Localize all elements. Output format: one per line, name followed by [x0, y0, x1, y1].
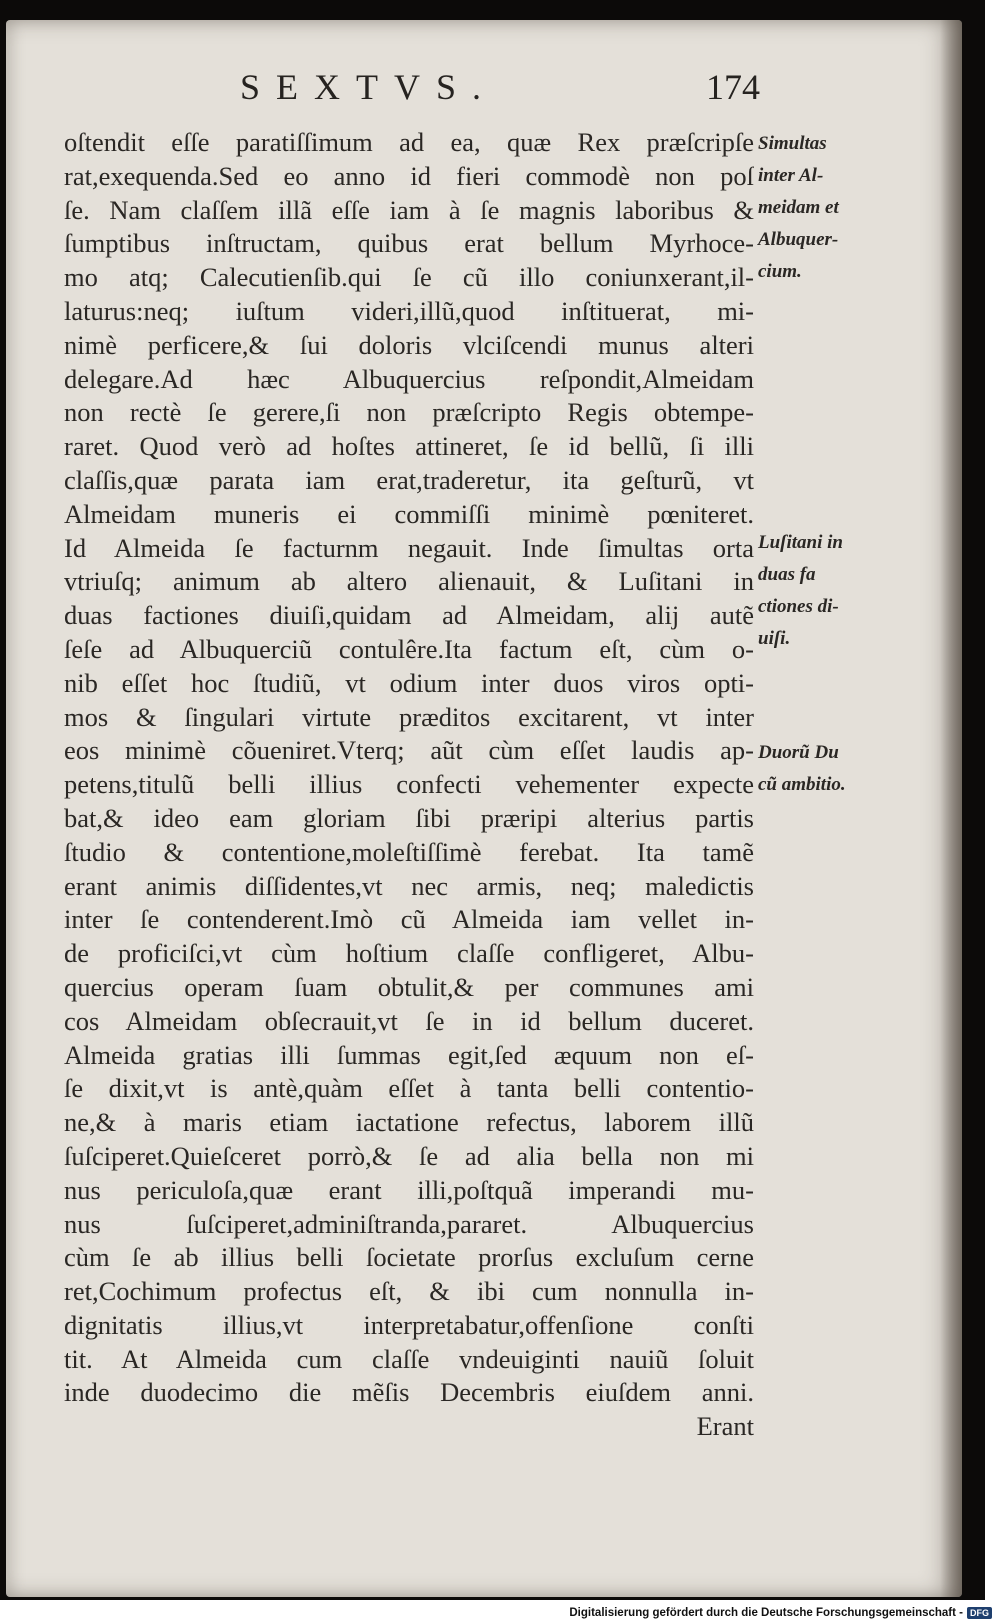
- text-line: cùm ſe ab illius belli ſocietate prorſus excluſum cerne: [64, 1242, 754, 1273]
- margin-note-line: Duorũ Du: [758, 742, 839, 763]
- text-line: inter ſe contenderent.Imò cũ Almeida iam vellet in-: [64, 904, 754, 935]
- margin-note-line: Albuquer-: [758, 229, 839, 250]
- text-line: quercius operam ſuam obtulit,& per communes ami: [64, 971, 754, 1002]
- text-line: laturus:neq; iuſtum videri,illũ,quod inſtituerat, mi-: [64, 295, 754, 326]
- text-line: de proficiſci,vt cùm hoſtium claſſe confligeret, Albu-: [64, 938, 754, 969]
- text-line: nib eſſet hoc ſtudiũ, vt odium inter duos viros opti-: [64, 667, 754, 698]
- margin-note-line: cũ ambitio.: [758, 774, 846, 795]
- page-edge-shadow: [940, 20, 962, 1597]
- text-line: petens,titulũ belli illius confecti vehementer expecte: [64, 769, 754, 800]
- page-number: 174: [706, 67, 760, 107]
- text-line: dignitatis illius,vt interpretabatur,offenſione conſti: [64, 1309, 754, 1340]
- body-text: [64, 126, 754, 1410]
- margin-note-line: meidam et: [758, 197, 839, 218]
- text-line: ſeſe ad Albuquerciũ contulêre.Ita factum eſt, cùm o-: [64, 633, 754, 664]
- text-line: erant animis diſſidentes,vt nec armis, neq; maledictis: [64, 870, 754, 901]
- text-line: nus ſuſciperet,adminiſtranda,pararet. Albuquercius: [64, 1208, 754, 1239]
- running-head: [240, 66, 760, 116]
- text-line: Almeidam muneris ei commiſſi minimè pœniteret.: [64, 498, 754, 529]
- text-line: mos & ſingulari virtute præditos excitarent, vt inter: [64, 701, 754, 732]
- dfg-logo: DFG: [967, 1607, 992, 1619]
- text-line: ſe. Nam claſſem illã eſſe iam à ſe magnis laboribus &: [64, 194, 754, 225]
- text-line: delegare.Ad hæc Albuquercius reſpondit,Almeidam: [64, 363, 754, 394]
- text-line: oſtendit eſſe paratiſſimum ad ea, quæ Rex præſcripſe: [64, 127, 754, 157]
- text-line: Id Almeida ſe facturnm negauit. Inde ſimultas orta: [64, 532, 754, 563]
- text-line: ſtudio & contentione,moleſtiſſimè ferebat. Ita tamẽ: [64, 836, 754, 867]
- running-head-title: SEXTVS.: [240, 67, 498, 107]
- text-line: inde duodecimo die mẽſis Decembris eiuſdem anni.: [64, 1377, 754, 1408]
- margin-note-line: Luſitani in: [758, 532, 843, 553]
- text-line: eos minimè cõueniret.Vterq; aũt cùm eſſet laudis ap-: [64, 735, 754, 766]
- text-line: non rectè ſe gerere,ſi non præſcripto Regis obtempe-: [64, 397, 754, 428]
- text-line: ſumptibus inſtructam, quibus erat bellum Myrhoce-: [64, 228, 754, 259]
- margin-note-line: ctiones di-: [758, 596, 839, 617]
- margin-note-3: [758, 737, 886, 801]
- margin-note-2: [758, 527, 886, 655]
- catchword-block: [64, 1410, 754, 1444]
- text-line: raret. Quod verò ad hoſtes attineret, ſe id bellũ, ſi illi: [64, 431, 754, 462]
- text-line: rat,exequenda.Sed eo anno id fieri commodè non poſ: [64, 160, 754, 191]
- text-line: claſſis,quæ parata iam erat,traderetur, ita geſturũ, vt: [64, 464, 754, 495]
- text-line: nus periculoſa,quæ erant illi,poſtquã imperandi mu-: [64, 1174, 754, 1205]
- text-line: cos Almeidam obſecrauit,vt ſe in id bellum duceret.: [64, 1005, 754, 1036]
- margin-note-line: cium.: [758, 261, 802, 282]
- catchword: Erant: [696, 1411, 754, 1441]
- digitization-footer: [569, 1607, 992, 1619]
- margin-note-1: [758, 128, 886, 288]
- text-line: tit. At Almeida cum claſſe vndeuiginti nauiũ ſoluit: [64, 1343, 754, 1374]
- margin-note-line: duas fa: [758, 564, 816, 585]
- text-line: ſuſciperet.Quieſceret porrò,& ſe ad alia bella non mi: [64, 1140, 754, 1171]
- text-line: nimè perficere,& ſui doloris vlciſcendi munus alteri: [64, 329, 754, 360]
- text-line: duas factiones diuiſi,quidam ad Almeidam, alij autẽ: [64, 600, 754, 631]
- margin-note-line: Simultas: [758, 133, 827, 154]
- text-line: vtriuſq; animum ab altero alienauit, & Luſitani in: [64, 566, 754, 597]
- text-line: mo atq; Calecutienſib.qui ſe cũ illo coniunxerant,il-: [64, 262, 754, 293]
- margin-note-line: inter Al-: [758, 165, 824, 186]
- text-line: ſe dixit,vt is antè,quàm eſſet à tanta belli contentio-: [64, 1073, 754, 1104]
- margin-note-line: uiſi.: [758, 628, 791, 649]
- text-line: ret,Cochimum profectus eſt, & ibi cum nonnulla in-: [64, 1276, 754, 1307]
- text-line: ne,& à maris etiam iactatione refectus, laborem illũ: [64, 1107, 754, 1138]
- footer-credit: Digitalisierung gefördert durch die Deutsche Forschungsgemeinschaft -: [569, 1607, 963, 1619]
- text-line: Almeida gratias illi ſummas egit,ſed æquum non eſ-: [64, 1039, 754, 1070]
- text-line: bat,& ideo eam gloriam ſibi præripi alterius partis: [64, 802, 754, 833]
